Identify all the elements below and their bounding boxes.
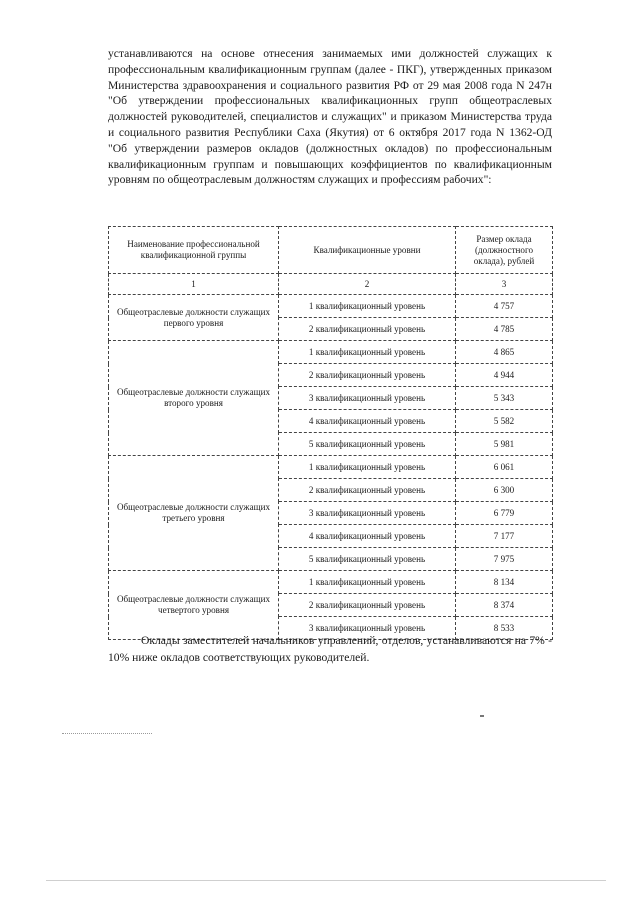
level-cell: 1 квалификационный уровень — [279, 456, 456, 479]
salary-cell: 4 865 — [456, 341, 553, 364]
table-number-row — [109, 274, 553, 295]
salary-cell: 7 177 — [456, 525, 553, 548]
salary-cell: 6 779 — [456, 502, 553, 525]
scan-artifact — [62, 733, 152, 735]
salary-cell: 4 785 — [456, 318, 553, 341]
level-cell: 5 квалификационный уровень — [279, 548, 456, 571]
salary-cell: 5 582 — [456, 410, 553, 433]
header-group-name: Наименование профессиональной квалификационной группы — [109, 227, 279, 274]
salary-cell: 7 975 — [456, 548, 553, 571]
column-number: 2 — [279, 274, 456, 295]
salary-cell: 4 757 — [456, 295, 553, 318]
header-salary: Размер оклада (должностного оклада), рублей — [456, 227, 553, 274]
level-cell: 5 квалификационный уровень — [279, 433, 456, 456]
level-cell: 2 квалификационный уровень — [279, 479, 456, 502]
level-cell: 4 квалификационный уровень — [279, 410, 456, 433]
table-row — [109, 295, 553, 318]
level-cell: 1 квалификационный уровень — [279, 341, 456, 364]
level-cell: 2 квалификационный уровень — [279, 364, 456, 387]
salary-cell: 6 061 — [456, 456, 553, 479]
level-cell: 3 квалификационный уровень — [279, 387, 456, 410]
level-cell: 2 квалификационный уровень — [279, 318, 456, 341]
level-cell: 1 квалификационный уровень — [279, 295, 456, 318]
level-cell: 1 квалификационный уровень — [279, 571, 456, 594]
group-name-cell: Общеотраслевые должности служащих второго уровня — [109, 341, 279, 456]
table-header-row — [109, 227, 553, 274]
column-number: 1 — [109, 274, 279, 295]
salary-cell: 5 343 — [456, 387, 553, 410]
group-name-cell: Общеотраслевые должности служащих третьего уровня — [109, 456, 279, 571]
level-cell: 4 квалификационный уровень — [279, 525, 456, 548]
group-name-cell: Общеотраслевые должности служащих первого уровня — [109, 295, 279, 341]
level-cell: 3 квалификационный уровень — [279, 502, 456, 525]
salary-cell: 6 300 — [456, 479, 553, 502]
table-row — [109, 456, 553, 479]
level-cell: 3 квалификационный уровень — [279, 617, 456, 640]
salary-cell: 4 944 — [456, 364, 553, 387]
table-row — [109, 341, 553, 364]
footer-paragraph: Оклады заместителей начальников управлений, отделов, устанавливаются на 7% - 10% ниже окладов соответствующих руководителей. — [108, 634, 552, 664]
header-level: Квалификационные уровни — [279, 227, 456, 274]
column-number: 3 — [456, 274, 553, 295]
level-cell: 2 квалификационный уровень — [279, 594, 456, 617]
group-name-cell: Общеотраслевые должности служащих четвертого уровня — [109, 571, 279, 640]
table-body — [109, 295, 553, 640]
salary-table — [108, 226, 553, 640]
table-row — [109, 571, 553, 594]
page-bottom-rule — [46, 880, 606, 881]
salary-cell: 8 533 — [456, 617, 553, 640]
intro-text: устанавливаются на основе отнесения занимаемых ими должностей служащих к профессиональным квалификационным группам (далее - ПКГ), утвержденных приказом Министерства здравоохранения и социального развития РФ от 29 мая 2008 года N 247н "Об утверждении профессиональных квалификационных групп общеотраслевых должностей руководителей, специалистов и служащих" и приказом Министерства труда и социального развития Республики Саха (Якутия) от 6 октября 2017 года N 1362-ОД "Об утверждении размеров окладов (должностных окладов) по профессиональным квалификационным группам и повышающих коэффициентов по квалификационным уровням по общеотраслевым должностям служащих и профессиям рабочих": — [108, 47, 552, 187]
intro-paragraph — [108, 46, 552, 188]
salary-cell: 8 134 — [456, 571, 553, 594]
salary-cell: 5 981 — [456, 433, 553, 456]
scan-mark — [480, 715, 484, 717]
salary-cell: 8 374 — [456, 594, 553, 617]
